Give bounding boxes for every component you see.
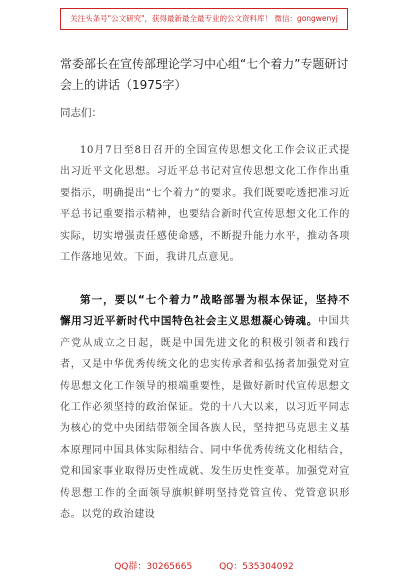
document-title: 常委部长在宣传部理论学习中心组“七个着力”专题研讨会上的讲话（1975字） bbox=[60, 57, 349, 92]
footer-qq: QQ：535304092 bbox=[219, 562, 294, 572]
salutation: 同志们： bbox=[60, 107, 102, 119]
section-heading: 第一，要以“七个着力”战略部署为根本保证，坚持不懈用习近平新时代中国特色社会主义思想凝心铸魂。 bbox=[60, 294, 350, 328]
footer-contact bbox=[0, 559, 408, 575]
footer-qq-group: QQ群：30265665 bbox=[114, 562, 193, 572]
header-banner: 关注头条号"公文研究"，获得最新最全最专业的公文资料库！ 微信：gongwenyj bbox=[60, 8, 348, 30]
paragraph-section-1 bbox=[60, 290, 350, 525]
section-body: 中国共产党从成立之日起，既是中国先进文化的积极引领者和践行者，又是中华优秀传统文化的忠实传承者和弘扬者加强党对宣传思想文化工作领导的根端重要性，是做好新时代宣传思想文化工作必须坚持的政治保证。党的十八大以来，以习近平同志为核心的党中央团结带领全国各族人民，坚持把马克思主义基本原理同中国具体实际相结合、同中华优秀传统文化相结合，党和国家事业取得历史性成就、发生历史性变革。加强党对宣传思想工作的全面领导旗帜鲜明坚持党管宣传、党管意识形态。以党的政治建设 bbox=[60, 316, 350, 521]
paragraph-intro: 10月7日至8日召开的全国宣传思想文化工作会议正式提出习近平文化思想。习近平总书记对宣传思想文化工作作出重要指示，明确提出“七个着力”的要求。我们既要吃透把准习近平总书记重要指示精神，也要结合新时代宣传思想文化工作的实际，切实增强责任感使命感，不断提升能力水平，推动各项工作落地见效。下面，我讲几点意见。 bbox=[60, 145, 350, 264]
